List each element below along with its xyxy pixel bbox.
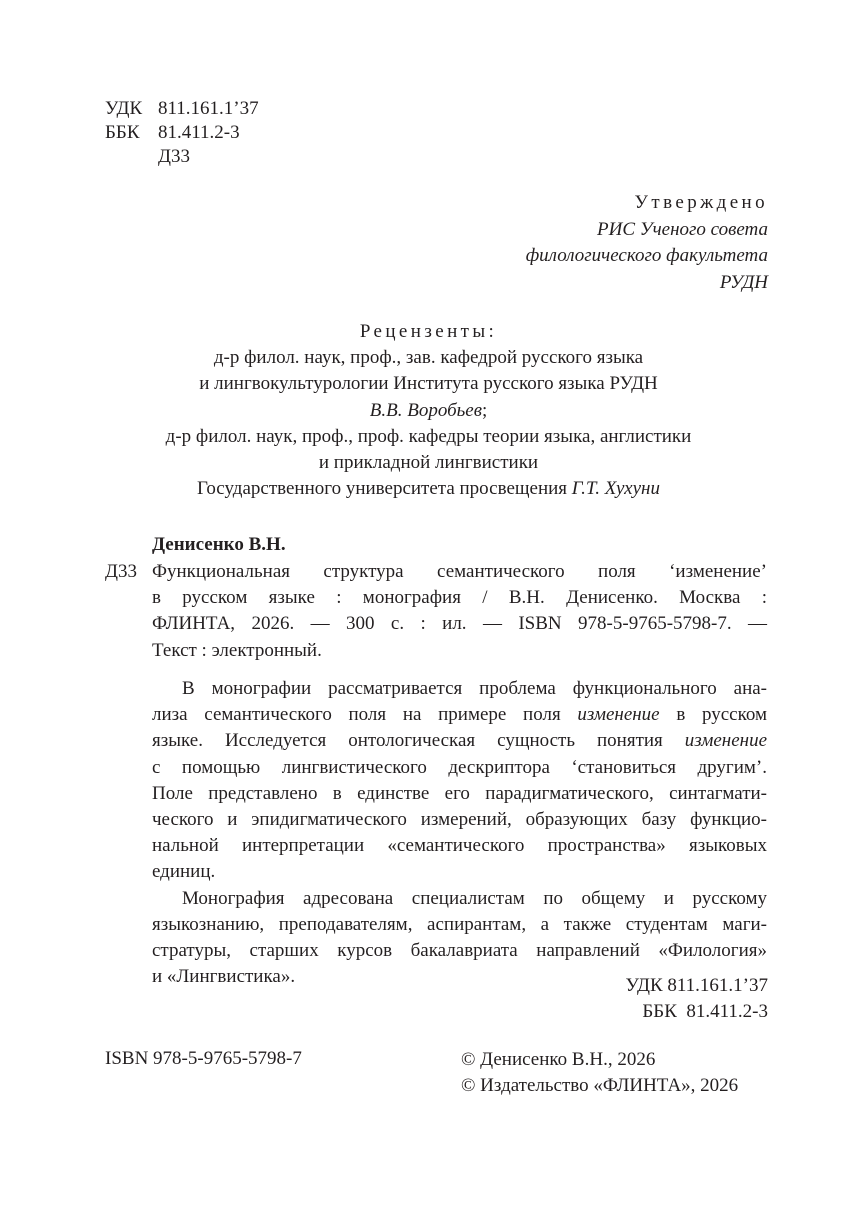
classification-codes-bottom — [625, 973, 768, 1025]
udk-value: 811.161.1’37 — [158, 98, 259, 119]
reviewer-name: В.В. Воробьев — [369, 399, 482, 421]
bbk-label: ББК — [105, 122, 140, 143]
record-cutter-code: Д33 — [105, 561, 137, 582]
annotation-line — [152, 728, 767, 754]
approval-heading: Утверждено — [634, 192, 768, 213]
book-author: Денисенко В.Н. — [152, 534, 286, 555]
annotation-line: единиц. — [152, 861, 216, 883]
record-line: в русском языке : монография / В.Н. Денисенко. Москва : — [152, 587, 767, 609]
annotation-line: Монография адресована специалистам по общему и русскому — [182, 887, 767, 909]
reviewers-block — [90, 319, 767, 502]
approval-block — [526, 190, 768, 296]
approval-line: филологического факультета — [525, 245, 768, 266]
annotation-line — [152, 702, 767, 728]
record-line: Функциональная структура семантического поля ‘изменение’ — [152, 561, 767, 582]
bbk-row — [105, 121, 259, 145]
annotation-line: В монографии рассматривается проблема функционального ана- — [182, 678, 767, 699]
annotation-line: ческого и эпидигматического измерений, образующих базу функцио- — [152, 809, 767, 831]
udk-code: УДК 811.161.1’37 — [625, 975, 768, 996]
reviewer-separator: ; — [481, 399, 488, 421]
approval-line: РИС Ученого совета — [597, 218, 768, 240]
annotation-line: с помощью лингвистического дескриптора ‘становиться другим’. — [152, 756, 767, 778]
udk-label: УДК — [105, 98, 143, 119]
copyright-author: © Денисенко В.Н., 2026 — [461, 1049, 656, 1070]
record-entry — [152, 559, 767, 664]
bibliographic-record — [105, 559, 767, 664]
reviewer-line: и прикладной лингвистики — [318, 452, 539, 474]
reviewer-name: Г.Т. Хухуни — [571, 478, 660, 500]
reviewer-affiliation: Государственного университета просвещения — [197, 478, 568, 500]
reviewer-line: д-р филол. наук, проф., проф. кафедры теории языка, англистики — [165, 425, 692, 447]
bbk-value: 81.411.2-3 — [158, 122, 240, 143]
annotation-line: стратуры, старших курсов бакалавриата направлений «Филология» — [152, 940, 767, 962]
annotation-line: нальной интерпретации «семантического пространства» языковых — [152, 835, 767, 857]
reviewer-name-line — [90, 398, 767, 424]
annotation-line: и «Лингвистика». — [152, 966, 296, 988]
classification-codes — [105, 97, 259, 169]
reviewer-line: д-р филол. наук, проф., зав. кафедрой русского языка — [213, 347, 644, 369]
record-line: Текст : электронный. — [152, 639, 322, 661]
cutter-code: Д33 — [158, 146, 190, 167]
annotation-text: в русском — [676, 704, 768, 726]
annotation-text: языке. Исследуется онтологическая сущность понятия — [152, 730, 663, 752]
reviewer-line-with-name — [90, 476, 767, 502]
annotation-term: изменение — [684, 730, 768, 752]
annotation-line: языкознанию, преподавателям, аспирантам, а также студентам маги- — [152, 913, 767, 935]
reviewer-line: и лингвокультурологии Института русского языка РУДН — [199, 373, 658, 395]
copyright-block — [461, 1047, 738, 1099]
isbn: ISBN 978-5-9765-5798-7 — [105, 1048, 302, 1069]
annotation-term: изменение — [577, 704, 660, 726]
approval-line: РУДН — [719, 271, 768, 293]
annotation — [152, 676, 767, 990]
annotation-line: Поле представлено в единстве его парадигматического, синтагмати- — [152, 782, 767, 804]
bbk-code: ББК 81.411.2-3 — [642, 1001, 768, 1022]
udk-row — [105, 97, 259, 121]
record-line: ФЛИНТА, 2026. — 300 с. : ил. — ISBN 978-5-9765-5798-7. — — [152, 613, 767, 635]
annotation-text: лиза семантического поля на примере поля — [152, 704, 561, 726]
reviewers-heading: Рецензенты: — [359, 321, 498, 342]
copyright-publisher: © Издательство «ФЛИНТА», 2026 — [461, 1075, 739, 1096]
